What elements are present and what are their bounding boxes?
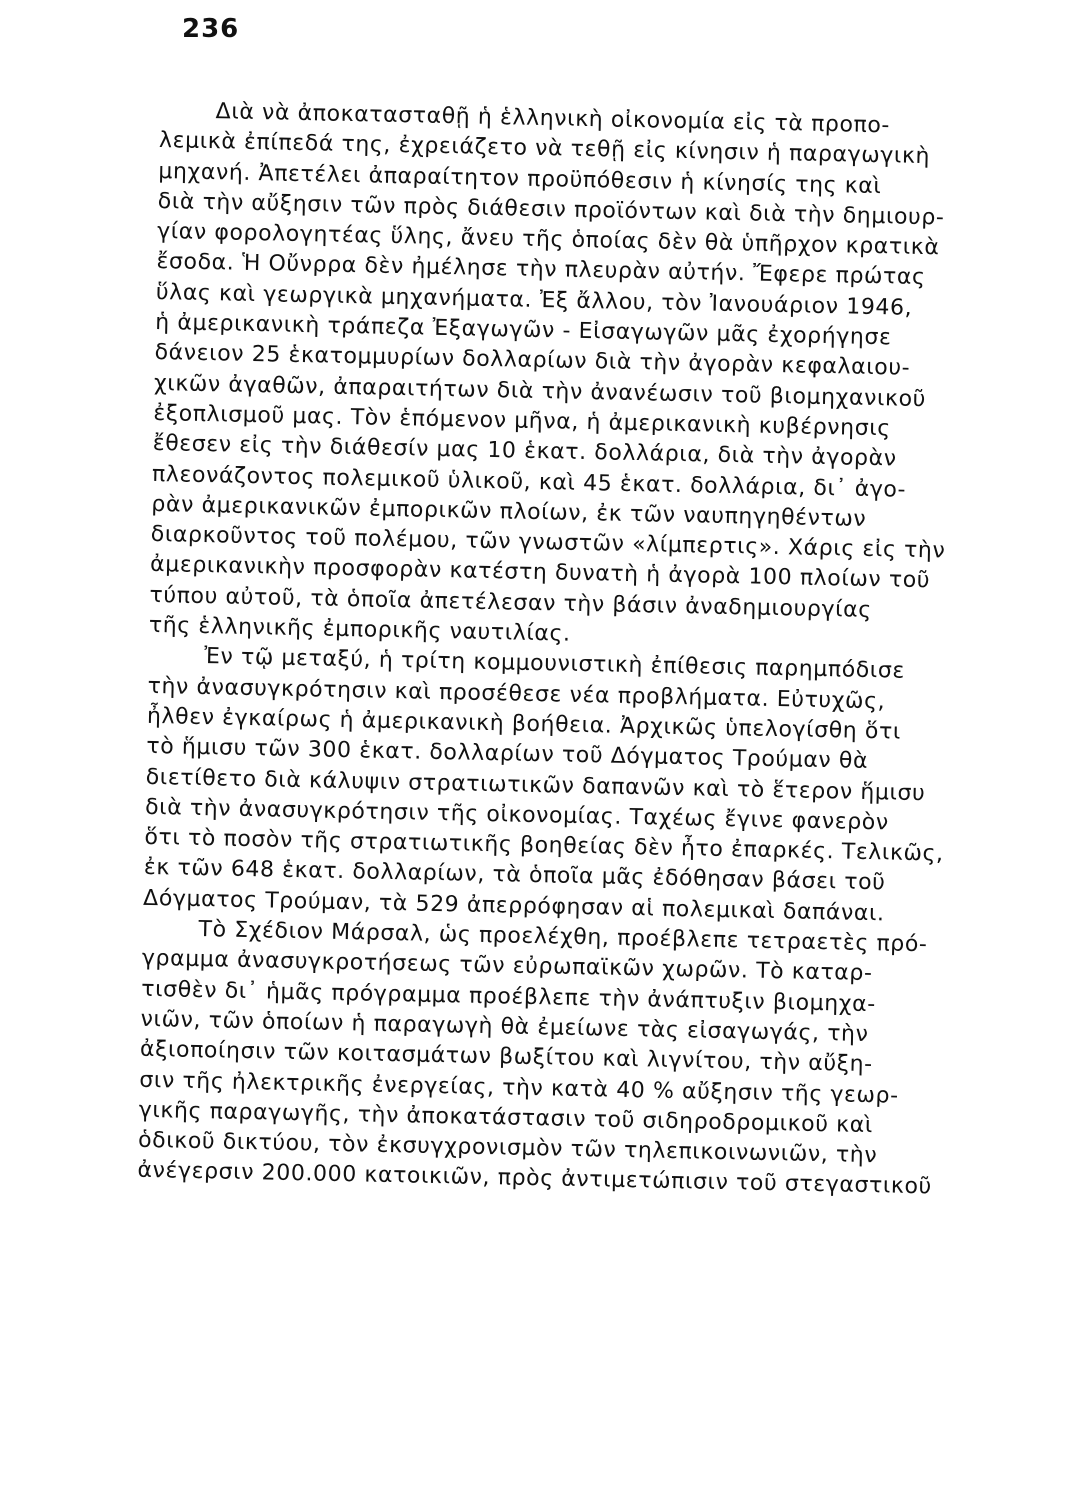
- text-line: Δόγματος Τρούμαν, τὰ 529 ἀπερρόφησαν αἱ πολεμικαὶ δαπάναι.: [142, 885, 885, 927]
- text-line: ἐκ τῶν 648 ἑκατ. δολλαρίων, τὰ ὁποῖα μᾶς ἐδόθησαν βάσει τοῦ: [143, 855, 886, 896]
- text-line: νιῶν, τῶν ὁποίων ἡ παραγωγὴ θὰ ἐμείωνε τὰς εἰσαγωγάς, τὴν: [140, 1006, 869, 1047]
- text-line: τὸ ἥμισυ τῶν 300 ἑκατ. δολλαρίων τοῦ Δόγματος Τρούμαν θὰ: [146, 734, 869, 775]
- text-line: διετίθετο διὰ κάλυψιν στρατιωτικῶν δαπανῶν καὶ τὸ ἕτερον ἥμισυ: [145, 764, 926, 806]
- text-line: Διὰ νὰ ἀποκατασταθῇ ἡ ἑλληνικὴ οἰκονομία εἰς τὰ προπο-: [215, 99, 891, 139]
- text-line: ρὰν ἀμερικανικῶν ἐμπορικῶν πλοίων, ἐκ τῶν ναυπηγηθέντων: [151, 491, 867, 532]
- body-text: [137, 96, 1040, 1205]
- text-line: ἀξιοποίησιν τῶν κοιτασμάτων βωξίτου καὶ λιγνίτου, τὴν αὔξη-: [139, 1036, 873, 1078]
- text-line: ἀμερικανικὴν προσφορὰν κατέστη δυνατὴ ἡ ἀγορὰ 100 πλοίων τοῦ: [149, 552, 931, 594]
- text-line: χικῶν ἀγαθῶν, ἀπαραιτήτων διὰ τὴν ἀνανέωσιν τοῦ βιομηχανικοῦ: [153, 370, 927, 412]
- text-line: διὰ τὴν ἀνασυγκρότησιν τῆς οἰκονομίας. Ταχέως ἔγινε φανερὸν: [144, 794, 890, 836]
- text-line: ὕλας καὶ γεωργικὰ μηχανήματα. Ἐξ ἄλλου, τὸν Ἰανουάριον 1946,: [155, 279, 913, 321]
- text-line: πλεονάζοντος πολεμικοῦ ὑλικοῦ, καὶ 45 ἑκατ. δολλάρια, δι᾽ ἀγο-: [151, 461, 907, 503]
- text-line: γικῆς παραγωγῆς, τὴν ἀποκατάστασιν τοῦ σιδηροδρομικοῦ καὶ: [138, 1097, 874, 1138]
- text-line: ἔσοδα. Ἡ Οὔνρρα δὲν ἠμέλησε τὴν πλευρὰν αὐτήν. Ἔφερε πρώτας: [156, 249, 926, 291]
- text-line: τισθὲν δι᾽ ἡμᾶς πρόγραμμα προέβλεπε τὴν ἀνάπτυξιν βιομηχα-: [141, 976, 877, 1017]
- text-line: γίαν φορολογητέας ὕλης, ἄνευ τῆς ὁποίας δὲν θὰ ὑπῆρχον κρατικὰ: [156, 219, 940, 261]
- text-line: τὴν ἀνασυγκρότησιν καὶ προσέθεσε νέα προβλήματα. Εὐτυχῶς,: [147, 673, 886, 714]
- text-line: γραμμα ἀνασυγκροτήσεως τῶν εὐρωπαϊκῶν χωρῶν. Τὸ καταρ-: [141, 946, 873, 987]
- text-line: Ἐν τῷ μεταξύ, ἡ τρίτη κομμουνιστικὴ ἐπίθεσις παρημπόδισε: [204, 644, 906, 685]
- text-line: ἡ ἀμερικανικὴ τράπεζα Ἐξαγωγῶν - Εἰσαγωγῶν μᾶς ἐχορήγησε: [154, 310, 892, 351]
- text-line: ὅτι τὸ ποσὸν τῆς στρατιωτικῆς βοηθείας δὲν ἦτο ἐπαρκές. Τελικῶς,: [144, 824, 944, 867]
- text-line: ἦλθεν ἐγκαίρως ἡ ἀμερικανικὴ βοήθεια. Ἀρχικῶς ὑπελογίσθη ὅτι: [146, 703, 902, 745]
- text-line: σιν τῆς ἠλεκτρικῆς ἐνεργείας, τὴν κατὰ 40 % αὔξησιν τῆς γεωρ-: [139, 1067, 899, 1109]
- text-line: διὰ τὴν αὔξησιν τῶν πρὸς διάθεσιν προϊόντων καὶ διὰ τὴν δημιουρ-: [157, 188, 945, 231]
- text-line: μηχανή. Ἀπετέλει ἀπαραίτητον προϋπόθεσιν ἡ κίνησίς της καὶ: [158, 158, 882, 199]
- text-line: Τὸ Σχέδιον Μάρσαλ, ὡς προελέχθη, προέβλεπε τετραετὲς πρό-: [198, 917, 928, 958]
- text-line: ἐξοπλισμοῦ μας. Τὸν ἑπόμενον μῆνα, ἡ ἀμερικανικὴ κυβέρνησις: [153, 400, 892, 442]
- text-line: τῆς ἑλληνικῆς ἐμπορικῆς ναυτιλίας.: [148, 612, 571, 647]
- text-line: διαρκοῦντος τοῦ πολέμου, τῶν γνωστῶν «λίμπερτις». Χάρις εἰς τὴν: [150, 522, 946, 564]
- text-line: ὁδικοῦ δικτύου, τὸν ἐκσυγχρονισμὸν τῶν τηλεπικοινωνιῶν, τὴν: [137, 1127, 878, 1169]
- text-line: λεμικὰ ἐπίπεδά της, ἐχρειάζετο νὰ τεθῇ εἰς κίνησιν ἡ παραγωγικὴ: [158, 128, 931, 170]
- text-line: ἔθεσεν εἰς τὴν διάθεσίν μας 10 ἑκατ. δολλάρια, διὰ τὴν ἀγορὰν: [152, 431, 897, 472]
- text-line: τύπου αὐτοῦ, τὰ ὁποῖα ἀπετέλεσαν τὴν βάσιν ἀναδημιουργίας: [149, 582, 873, 623]
- text-line: ἀνέγερσιν 200.000 κατοικιῶν, πρὸς ἀντιμετώπισιν τοῦ στεγαστικοῦ: [137, 1158, 933, 1200]
- page-number: 236: [182, 14, 240, 44]
- text-line: δάνειον 25 ἑκατομμυρίων δολλαρίων διὰ τὴν ἀγορὰν κεφαλαιου-: [154, 340, 911, 382]
